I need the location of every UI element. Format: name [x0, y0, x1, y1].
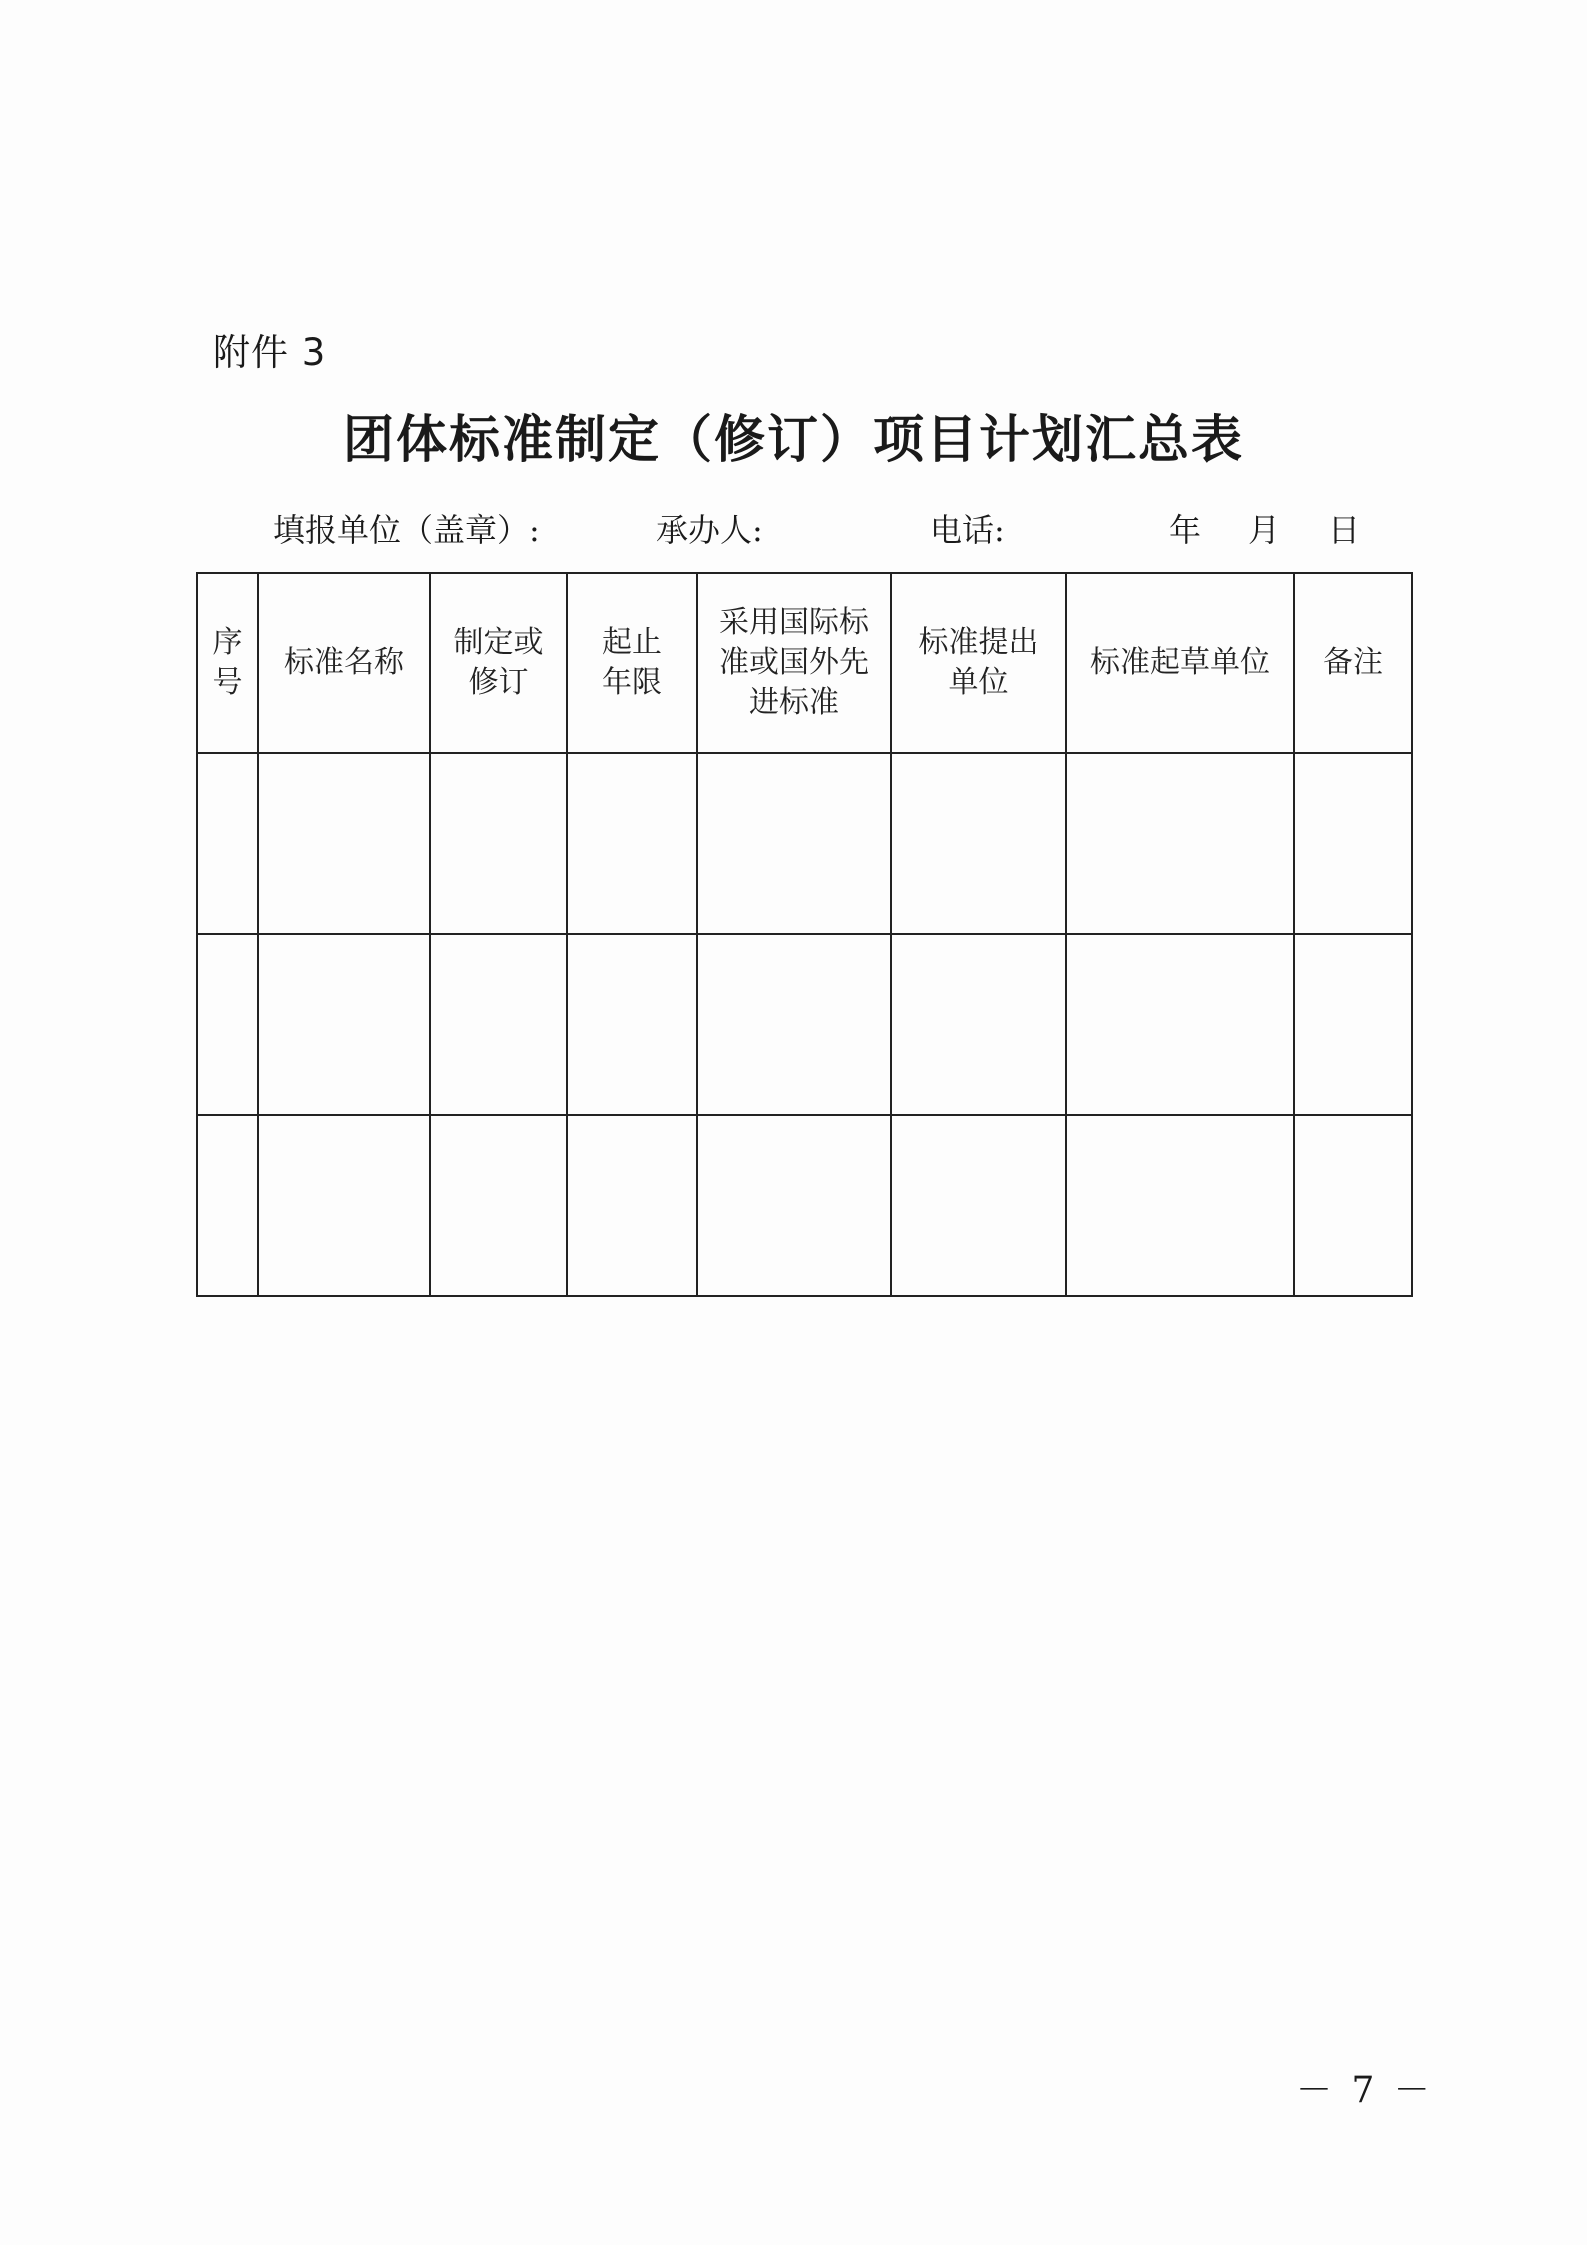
- table-cell[interactable]: [567, 934, 697, 1115]
- table-cell[interactable]: [891, 934, 1066, 1115]
- header-serial-number: 序 号: [197, 573, 258, 753]
- table-cell[interactable]: [430, 1115, 567, 1296]
- table-row: [197, 753, 1412, 934]
- table-cell[interactable]: [567, 1115, 697, 1296]
- table-cell[interactable]: [197, 1115, 258, 1296]
- table-cell[interactable]: [567, 753, 697, 934]
- day-label: 日: [1328, 511, 1361, 549]
- table-cell[interactable]: [697, 1115, 891, 1296]
- table-cell[interactable]: [197, 934, 258, 1115]
- project-plan-table: [196, 572, 1413, 1297]
- month-label: 月: [1248, 511, 1281, 549]
- header-remarks: 备注: [1294, 573, 1412, 753]
- table-cell[interactable]: [697, 934, 891, 1115]
- table-cell[interactable]: [1066, 753, 1294, 934]
- table-row: [197, 1115, 1412, 1296]
- phone-label: 电话:: [930, 511, 1005, 549]
- table-cell[interactable]: [197, 753, 258, 934]
- header-proposing-unit: 标准提出 单位: [891, 573, 1066, 753]
- table-cell[interactable]: [430, 934, 567, 1115]
- header-adopted-international-standard: 采用国际标 准或国外先 进标准: [697, 573, 891, 753]
- table-cell[interactable]: [430, 753, 567, 934]
- table-cell[interactable]: [258, 1115, 430, 1296]
- table-cell[interactable]: [697, 753, 891, 934]
- table-cell[interactable]: [891, 1115, 1066, 1296]
- table-cell[interactable]: [1066, 934, 1294, 1115]
- table-cell[interactable]: [258, 753, 430, 934]
- attachment-label: 附件 3: [213, 331, 327, 374]
- handler-label: 承办人:: [656, 511, 763, 549]
- table-header-row: [197, 573, 1412, 753]
- table-cell[interactable]: [258, 934, 430, 1115]
- table-cell[interactable]: [1294, 1115, 1412, 1296]
- year-label: 年: [1169, 511, 1202, 549]
- table-cell[interactable]: [1294, 934, 1412, 1115]
- header-formulate-or-revise: 制定或 修订: [430, 573, 567, 753]
- table-cell[interactable]: [1294, 753, 1412, 934]
- header-drafting-unit: 标准起草单位: [1066, 573, 1294, 753]
- reporting-unit-label: 填报单位（盖章）:: [273, 511, 540, 549]
- header-standard-name: 标准名称: [258, 573, 430, 753]
- table-row: [197, 934, 1412, 1115]
- header-start-end-years: 起止 年限: [567, 573, 697, 753]
- table-cell[interactable]: [1066, 1115, 1294, 1296]
- document-title: 团体标准制定（修订）项目计划汇总表: [342, 410, 1244, 470]
- table-cell[interactable]: [891, 753, 1066, 934]
- page-number: － 7 －: [1296, 2070, 1434, 2111]
